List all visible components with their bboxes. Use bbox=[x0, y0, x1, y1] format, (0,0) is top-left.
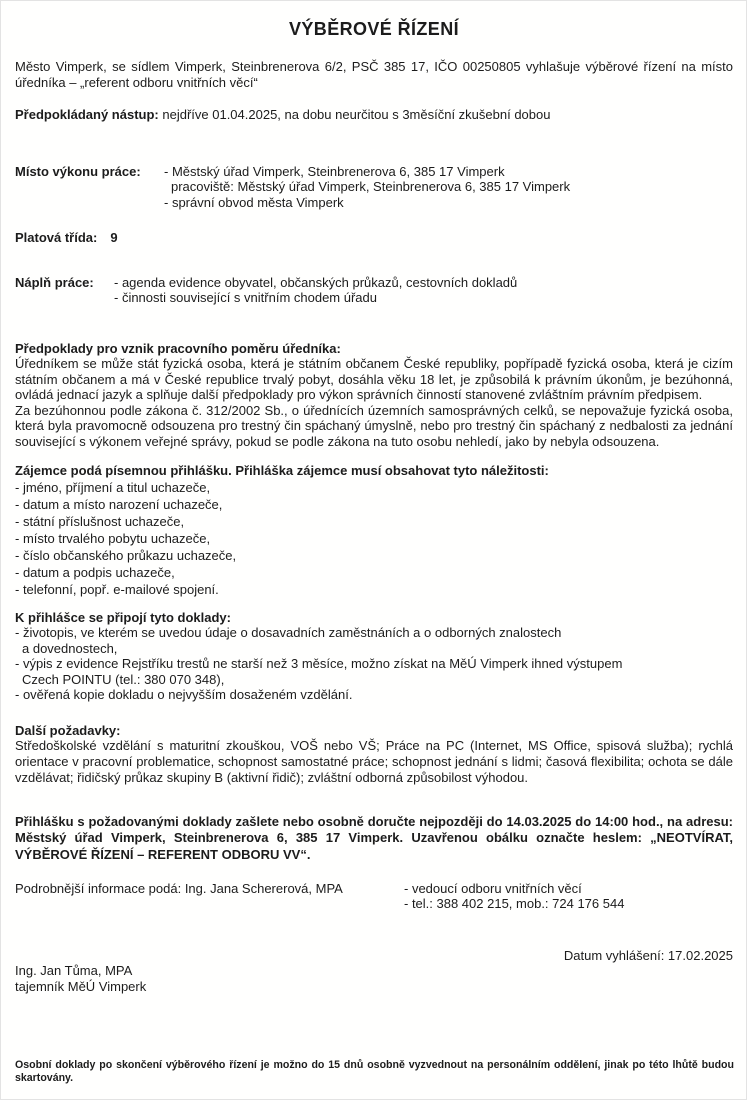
predpoklady-paragraph-1: Úředníkem se může stát fyzická osoba, která je státním občanem České republiky, popřípadě fyzická osoba, která je cizím státním občanem a má v České republice trvalý pobyt, dosáhla věku 18 let, je způsobilá k právním úkonům, je bezúhonná, ovládá jednací jazyk a splňuje další předpoklady pro výkon správních činností stanovené zvláštním právním předpisem. bbox=[15, 356, 733, 402]
info-line-2: - tel.: 388 402 215, mob.: 724 176 544 bbox=[404, 896, 625, 912]
info-label: Podrobnější informace podá: Ing. Jana Schererová, MPA bbox=[15, 880, 343, 896]
zajemce-section bbox=[15, 463, 733, 598]
signature-name: Ing. Jan Tůma, MPA bbox=[15, 963, 133, 979]
info-line-1: - vedoucí odboru vnitřních věcí bbox=[404, 880, 582, 896]
podani-paragraph: Přihlášku s požadovanými doklady zašlete nebo osobně doručte nejpozději do 14.03.2025 do 14:00 hod., na adresu: Městský úřad Vimperk, Steinbrenerova 6, 385 17 Vimperk. Uzavřenou obálku označte heslem: „NEOTVÍRAT, VÝBĚROVÉ ŘÍZENÍ – REFERENT ODBORU VV“. bbox=[15, 814, 733, 862]
dalsi-paragraph: Středoškolské vzdělání s maturitní zkouškou, VOŠ nebo VŠ; Práce na PC (Internet, MS Office, spisová služba); rychlá orientace v pracovní problematice, schopnost samostatné práce; schopnost jednání s lidmi; časová flexibilita; ochota se dále vzdělávat; řidičský průkaz skupiny B (aktivní řidič); zvláštní odborná způsobilost výhodou. bbox=[15, 738, 733, 785]
zajemce-item-1: - jméno, příjmení a titul uchazeče, bbox=[15, 479, 211, 495]
napln-label: Náplň práce: bbox=[15, 274, 94, 290]
misto-item-2: pracoviště: Městský úřad Vimperk, Steinbrenerova 6, 385 17 Vimperk bbox=[171, 179, 571, 194]
document-title: VÝBĚROVÉ ŘÍZENÍ bbox=[288, 19, 460, 39]
dalsi-pozadavky-section bbox=[15, 723, 733, 787]
zajemce-item-4: - místo trvalého pobytu uchazeče, bbox=[15, 530, 211, 546]
doklady-item-3: - ověřená kopie dokladu o nejvyšším dosaženém vzdělání. bbox=[15, 687, 353, 702]
plat-label: Platová třída: bbox=[15, 230, 98, 245]
dalsi-heading: Další požadavky: bbox=[15, 722, 121, 738]
misto-item-1: - Městský úřad Vimperk, Steinbrenerova 6, 385 17 Vimperk bbox=[164, 163, 505, 179]
signature-block bbox=[15, 963, 733, 994]
datum-vyhlaseni: Datum vyhlášení: 17.02.2025 bbox=[563, 947, 733, 963]
misto-item-3: - správní obvod města Vimperk bbox=[164, 194, 344, 210]
footer-note: Osobní doklady po skončení výběrového řízení je možno do 15 dnů osobně vyzvednout na personálním oddělení, jinak po této lhůtě budou skartovány. bbox=[15, 1059, 734, 1084]
nastup-text: nejdříve 01.04.2025, na dobu neurčitou s 3měsíční zkušební dobou bbox=[162, 107, 551, 122]
napln-prace-row bbox=[15, 275, 733, 306]
zajemce-item-5: - číslo občanského průkazu uchazeče, bbox=[15, 547, 237, 563]
misto-vykonu-prace-row bbox=[15, 164, 733, 211]
nastup-label: Předpokládaný nástup: bbox=[15, 107, 159, 122]
platova-trida-line bbox=[15, 230, 733, 246]
doklady-item-1-line-2: a dovednostech, bbox=[22, 640, 118, 656]
napln-item-1: - agenda evidence obyvatel, občanských průkazů, cestovních dokladů bbox=[114, 274, 518, 290]
zajemce-item-3: - státní příslušnost uchazeče, bbox=[15, 513, 185, 529]
napln-item-2: - činnosti související s vnitřním chodem úřadu bbox=[114, 290, 377, 305]
info-contact bbox=[404, 881, 624, 912]
napln-items bbox=[114, 275, 517, 306]
intro-paragraph: Město Vimperk, se sídlem Vimperk, Steinbrenerova 6/2, PSČ 385 17, IČO 00250805 vyhlašuje výběrové řízení na místo úředníka – „referent odboru vnitřních věcí“ bbox=[15, 59, 733, 90]
zajemce-item-2: - datum a místo narození uchazeče, bbox=[15, 496, 223, 512]
zajemce-list bbox=[15, 479, 733, 598]
predpoklady-paragraph-2: Za bezúhonnou podle zákona č. 312/2002 Sb., o úřednících územních samosprávných celků, se nepovažuje fyzická osoba, která byla pravomocně odsouzena pro trestný čin spáchaný úmyslně, nebo pro trestný čin spáchaný z nedbalosti za jednání související s výkonem veřejné správy, pokud se podle zákona na tuto osobu nehledí, jako by nebyla odsouzena. bbox=[15, 402, 733, 449]
signature-role: tajemník MěÚ Vimperk bbox=[15, 978, 147, 994]
zajemce-item-6: - datum a podpis uchazeče, bbox=[15, 564, 175, 580]
doklady-section bbox=[15, 610, 733, 703]
doklady-heading: K přihlášce se připojí tyto doklady: bbox=[15, 609, 231, 625]
info-row bbox=[15, 881, 733, 912]
misto-items bbox=[164, 164, 570, 211]
predpoklady-heading: Předpoklady pro vznik pracovního poměru úředníka: bbox=[15, 340, 341, 356]
doklady-item-2-line-1: - výpis z evidence Rejstříku trestů ne starší než 3 měsíce, možno získat na MěÚ Vimperk ihned výstupem bbox=[15, 656, 623, 671]
plat-value: 9 bbox=[110, 230, 118, 245]
predpoklady-section bbox=[15, 341, 733, 450]
doklady-item-2-line-2: Czech POINTU (tel.: 380 070 348), bbox=[22, 671, 225, 687]
misto-label: Místo výkonu práce: bbox=[15, 163, 141, 179]
doklady-item-1-line-1: - životopis, ve kterém se uvedou údaje o dosavadních zaměstnáních a o odborných znalostech bbox=[15, 625, 562, 640]
nastup-line bbox=[15, 107, 733, 123]
zajemce-item-7: - telefonní, popř. e-mailové spojení. bbox=[15, 581, 219, 597]
zajemce-heading: Zájemce podá písemnou přihlášku. Přihláška zájemce musí obsahovat tyto náležitosti: bbox=[15, 463, 549, 478]
